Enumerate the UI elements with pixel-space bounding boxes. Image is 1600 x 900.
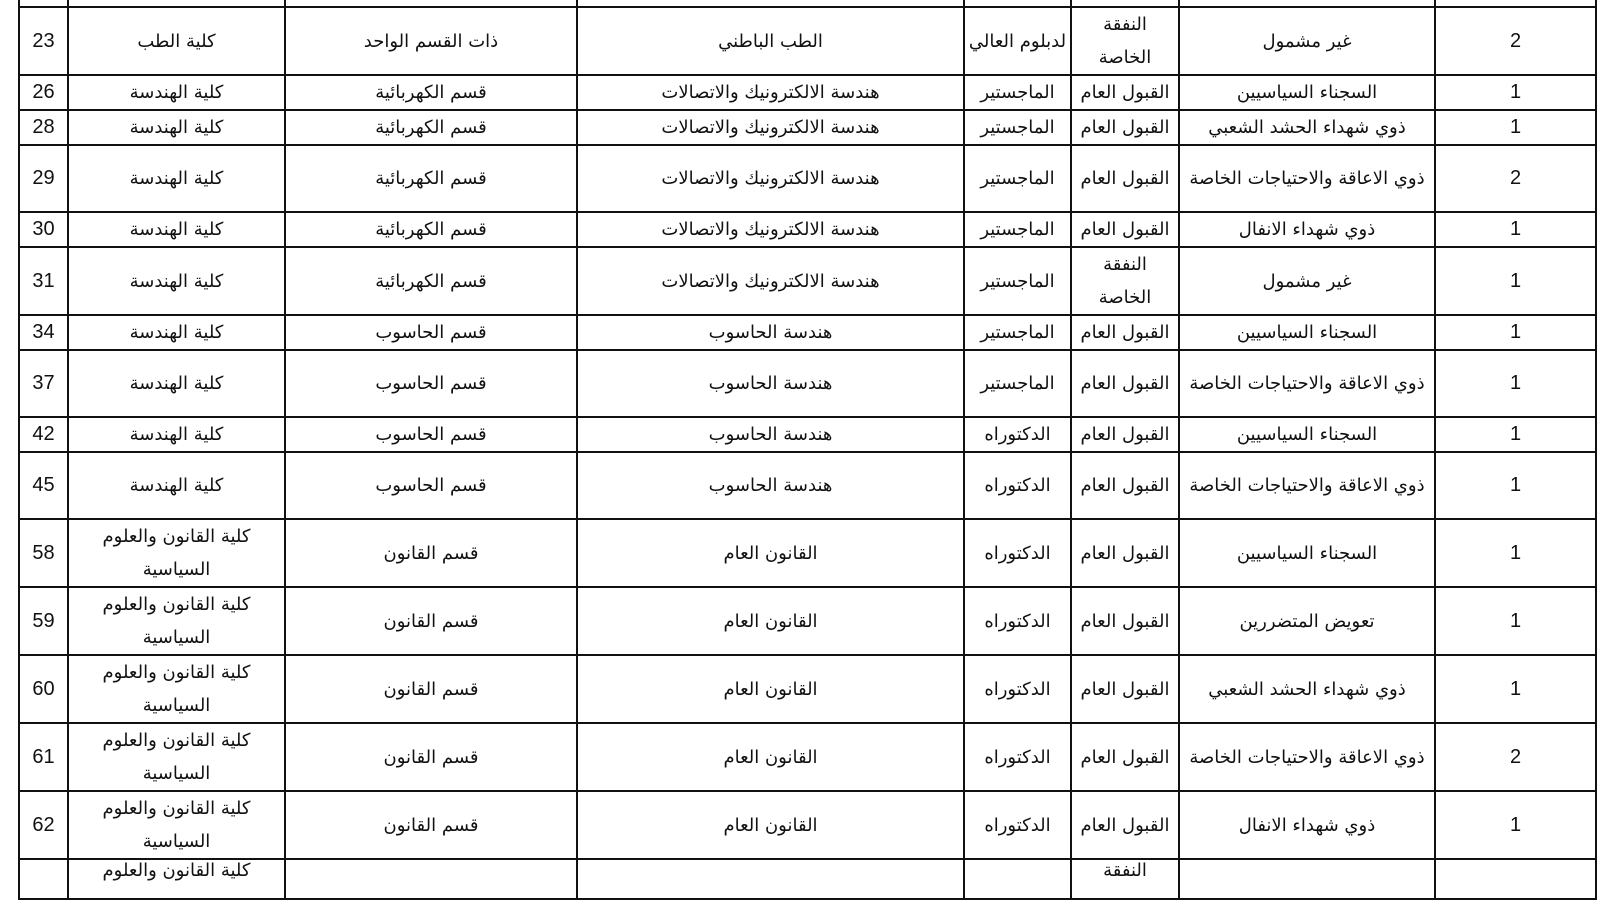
cell-channel: غير مشمول <box>1179 7 1435 75</box>
cell-specialization: القانون العام <box>577 723 964 791</box>
cell-degree: الماجستير <box>964 315 1071 350</box>
cell-no: 58 <box>19 519 68 587</box>
cell-college: كلية القانون والعلوم السياسية <box>68 723 285 791</box>
cell-admission: القبول العام <box>1071 791 1179 859</box>
cell-degree: الدكتوراه <box>964 587 1071 655</box>
cell-channel: ذوي الاعاقة والاحتياجات الخاصة <box>1179 145 1435 212</box>
cell-no: 37 <box>19 350 68 417</box>
cell-admission: القبول العام <box>1071 315 1179 350</box>
table-row <box>19 791 1596 859</box>
cell-seats: 1 <box>1435 519 1596 587</box>
cell-degree: الدكتوراه <box>964 519 1071 587</box>
table-row-bottom-partial <box>19 859 1596 899</box>
cell-department <box>285 859 577 899</box>
cell-department: قسم الكهربائية <box>285 110 577 145</box>
cell-college: كلية الطب <box>68 7 285 75</box>
cell-degree: الدكتوراه <box>964 417 1071 452</box>
cell-degree <box>964 0 1071 7</box>
cell-specialization: القانون العام <box>577 655 964 723</box>
cell-college: كلية القانون والعلوم السياسية <box>68 791 285 859</box>
cell-degree: الماجستير <box>964 110 1071 145</box>
cell-college: كلية الهندسة <box>68 212 285 247</box>
cell-seats: 1 <box>1435 110 1596 145</box>
cell-admission: القبول العام <box>1071 212 1179 247</box>
cell-specialization: الطب الباطني <box>577 7 964 75</box>
cell-degree: الماجستير <box>964 350 1071 417</box>
cell-admission: النفقة الخاصة <box>1071 7 1179 75</box>
cell-specialization: هندسة الحاسوب <box>577 315 964 350</box>
cell-specialization: القانون العام <box>577 791 964 859</box>
cell-college: كلية القانون والعلوم السياسية <box>68 519 285 587</box>
cell-seats: 2 <box>1435 7 1596 75</box>
table-row <box>19 723 1596 791</box>
table-row <box>19 110 1596 145</box>
cell-specialization: هندسة الحاسوب <box>577 350 964 417</box>
cell-channel: ذوي شهداء الانفال <box>1179 212 1435 247</box>
cell-seats: 2 <box>1435 145 1596 212</box>
cell-channel: ذوي شهداء الحشد الشعبي <box>1179 110 1435 145</box>
cell-department: قسم الحاسوب <box>285 452 577 519</box>
table-body <box>19 0 1596 899</box>
cell-specialization: هندسة الالكترونيك والاتصالات <box>577 75 964 110</box>
cell-admission <box>1071 0 1179 7</box>
cell-specialization: هندسة الحاسوب <box>577 452 964 519</box>
cell-seats: 1 <box>1435 315 1596 350</box>
cell-channel: السجناء السياسيين <box>1179 75 1435 110</box>
cell-degree: الدكتوراه <box>964 723 1071 791</box>
cell-department: قسم الكهربائية <box>285 212 577 247</box>
cell-specialization <box>577 859 964 899</box>
cell-seats: 1 <box>1435 791 1596 859</box>
cell-seats <box>1435 0 1596 7</box>
cell-seats: 1 <box>1435 247 1596 315</box>
cell-college: كلية الهندسة <box>68 75 285 110</box>
cell-seats: 1 <box>1435 587 1596 655</box>
cell-channel: ذوي الاعاقة والاحتياجات الخاصة <box>1179 350 1435 417</box>
cell-channel: تعويض المتضررين <box>1179 587 1435 655</box>
cell-degree <box>964 859 1071 899</box>
table-row <box>19 519 1596 587</box>
cell-department: ذات القسم الواحد <box>285 7 577 75</box>
table-row <box>19 7 1596 75</box>
cell-seats: 1 <box>1435 350 1596 417</box>
cell-department: قسم القانون <box>285 655 577 723</box>
cell-department: قسم القانون <box>285 723 577 791</box>
cell-channel: السجناء السياسيين <box>1179 417 1435 452</box>
cell-degree: لدبلوم العالي <box>964 7 1071 75</box>
cell-seats <box>1435 859 1596 899</box>
cell-no: 61 <box>19 723 68 791</box>
cell-no: 26 <box>19 75 68 110</box>
cell-college: كلية الهندسة <box>68 145 285 212</box>
table-row <box>19 350 1596 417</box>
cell-college: كلية الهندسة <box>68 247 285 315</box>
cell-channel: السجناء السياسيين <box>1179 315 1435 350</box>
cell-channel: السجناء السياسيين <box>1179 519 1435 587</box>
cell-channel <box>1179 0 1435 7</box>
cell-admission: القبول العام <box>1071 145 1179 212</box>
table-row <box>19 75 1596 110</box>
cell-college: كلية الهندسة <box>68 350 285 417</box>
cell-college <box>68 0 285 7</box>
cell-no: 34 <box>19 315 68 350</box>
cell-no <box>19 0 68 7</box>
table-row <box>19 417 1596 452</box>
cell-college: كلية الهندسة <box>68 110 285 145</box>
cell-degree: الماجستير <box>964 145 1071 212</box>
cell-department: قسم القانون <box>285 587 577 655</box>
table-row <box>19 145 1596 212</box>
cell-no: 42 <box>19 417 68 452</box>
cell-no <box>19 859 68 899</box>
cell-degree: الماجستير <box>964 75 1071 110</box>
seats-table <box>18 0 1597 900</box>
cell-admission: النفقة الخاصة <box>1071 247 1179 315</box>
cell-no: 45 <box>19 452 68 519</box>
cell-department: قسم الحاسوب <box>285 315 577 350</box>
table-row <box>19 587 1596 655</box>
cell-no: 30 <box>19 212 68 247</box>
cell-admission: القبول العام <box>1071 519 1179 587</box>
cell-channel: ذوي الاعاقة والاحتياجات الخاصة <box>1179 723 1435 791</box>
seats-table-container <box>18 0 1595 900</box>
cell-admission: القبول العام <box>1071 75 1179 110</box>
cell-no: 29 <box>19 145 68 212</box>
cell-specialization: القانون العام <box>577 587 964 655</box>
table-row <box>19 212 1596 247</box>
cell-admission: القبول العام <box>1071 417 1179 452</box>
table-row <box>19 655 1596 723</box>
cell-admission: القبول العام <box>1071 452 1179 519</box>
cell-specialization: هندسة الالكترونيك والاتصالات <box>577 212 964 247</box>
cell-channel: ذوي شهداء الانفال <box>1179 791 1435 859</box>
cell-college: كلية الهندسة <box>68 315 285 350</box>
cell-department: قسم الكهربائية <box>285 145 577 212</box>
cell-admission: القبول العام <box>1071 110 1179 145</box>
cell-department: قسم الكهربائية <box>285 75 577 110</box>
table-row <box>19 247 1596 315</box>
cell-channel <box>1179 859 1435 899</box>
cell-seats: 1 <box>1435 417 1596 452</box>
cell-department: قسم الحاسوب <box>285 417 577 452</box>
cell-specialization: هندسة الحاسوب <box>577 417 964 452</box>
table-row <box>19 452 1596 519</box>
cell-channel: ذوي شهداء الحشد الشعبي <box>1179 655 1435 723</box>
cell-seats: 1 <box>1435 75 1596 110</box>
cell-channel: غير مشمول <box>1179 247 1435 315</box>
cell-admission: القبول العام <box>1071 350 1179 417</box>
cell-no: 31 <box>19 247 68 315</box>
cell-specialization: القانون العام <box>577 519 964 587</box>
cell-college: كلية الهندسة <box>68 452 285 519</box>
cell-admission: النفقة <box>1071 859 1179 899</box>
cell-degree: الماجستير <box>964 212 1071 247</box>
table-row-top-partial <box>19 0 1596 7</box>
cell-degree: الدكتوراه <box>964 452 1071 519</box>
cell-seats: 1 <box>1435 655 1596 723</box>
cell-seats: 1 <box>1435 212 1596 247</box>
cell-admission: القبول العام <box>1071 723 1179 791</box>
cell-department: قسم الكهربائية <box>285 247 577 315</box>
cell-no: 23 <box>19 7 68 75</box>
cell-specialization: هندسة الالكترونيك والاتصالات <box>577 110 964 145</box>
cell-department: قسم الحاسوب <box>285 350 577 417</box>
cell-specialization: هندسة الالكترونيك والاتصالات <box>577 247 964 315</box>
cell-admission: القبول العام <box>1071 587 1179 655</box>
cell-college: كلية القانون والعلوم السياسية <box>68 587 285 655</box>
cell-degree: الدكتوراه <box>964 655 1071 723</box>
cell-degree: الدكتوراه <box>964 791 1071 859</box>
cell-department: قسم القانون <box>285 791 577 859</box>
cell-department: قسم القانون <box>285 519 577 587</box>
cell-department <box>285 0 577 7</box>
table-row <box>19 315 1596 350</box>
cell-college: كلية القانون والعلوم السياسية <box>68 655 285 723</box>
cell-admission: القبول العام <box>1071 655 1179 723</box>
cell-college: كلية القانون والعلوم <box>68 859 285 899</box>
cell-channel: ذوي الاعاقة والاحتياجات الخاصة <box>1179 452 1435 519</box>
cell-no: 28 <box>19 110 68 145</box>
cell-college: كلية الهندسة <box>68 417 285 452</box>
cell-no: 62 <box>19 791 68 859</box>
cell-specialization <box>577 0 964 7</box>
cell-no: 59 <box>19 587 68 655</box>
cell-seats: 2 <box>1435 723 1596 791</box>
cell-no: 60 <box>19 655 68 723</box>
cell-seats: 1 <box>1435 452 1596 519</box>
cell-specialization: هندسة الالكترونيك والاتصالات <box>577 145 964 212</box>
cell-degree: الماجستير <box>964 247 1071 315</box>
